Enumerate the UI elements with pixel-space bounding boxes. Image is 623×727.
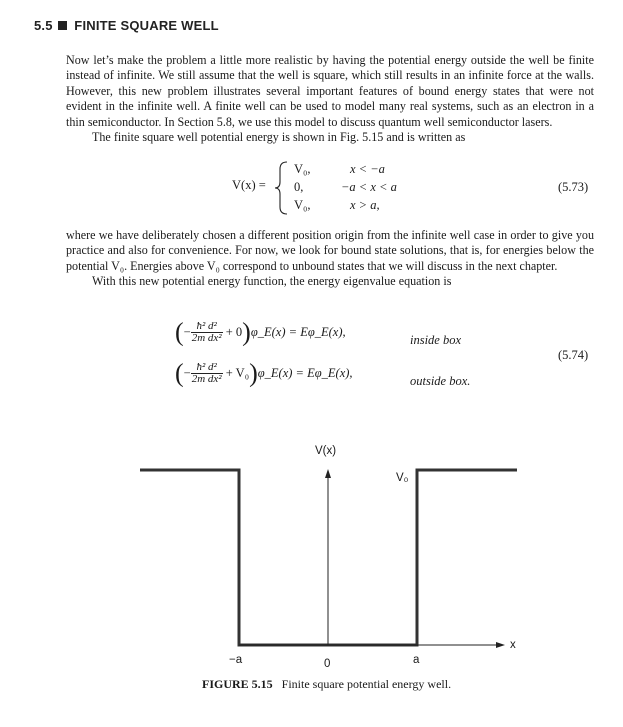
x-axis-arrow-icon	[496, 642, 505, 648]
denominator-2: 2m dx²	[191, 373, 222, 385]
figure-caption	[202, 677, 451, 692]
close-paren: )	[242, 317, 251, 347]
eq-5-73-lhs: V(x) =	[232, 178, 266, 192]
case-2-value: 0,	[294, 180, 304, 194]
caption-label: FIGURE 5.15	[202, 677, 273, 691]
close-paren: )	[249, 358, 258, 388]
case-3-value: V₀,	[294, 198, 311, 212]
paragraph-2: The finite square well potential energy is shown in Fig. 5.15 and is written as	[92, 130, 466, 145]
case-2-condition: −a < x < a	[341, 180, 397, 194]
eq-5-74-line-2: (− $\frac{\text{ħ² d²}}{\text{2m dx²}}$ + V₀)φ_E(x) = Eφ_E(x),	[175, 358, 353, 388]
hbar-numerator-1: ħ² d²	[191, 321, 223, 333]
tick-neg-a: −a	[229, 654, 243, 666]
section-title: FINITE SQUARE WELL	[74, 18, 219, 33]
hbar-numerator-2: ħ² d²	[191, 362, 223, 374]
paragraph-4: With this new potential energy function, the energy eigenvalue equation is	[92, 274, 452, 289]
eq-5-74-number: (5.74)	[558, 348, 589, 362]
y-axis-arrow-icon	[325, 469, 331, 478]
eq-5-74-line-1: (− $\frac{\text{ħ² d²}}{\text{2m dx²}}$ + 0)φ_E(x) = Eφ_E(x),	[175, 317, 346, 347]
rhs-outside: φ_E(x) = Eφ_E(x),	[257, 366, 353, 380]
case-1-value: V₀,	[294, 162, 311, 176]
open-paren: (	[175, 317, 184, 347]
denominator-1: 2m dx²	[191, 332, 222, 344]
case-3-condition: x > a,	[350, 198, 380, 212]
potential-outside: + V₀	[225, 366, 250, 380]
label-outside-box: outside box.	[410, 374, 471, 388]
paragraph-3: where we have deliberately chosen a different position origin from the infinite well case in order to give you practice and also for convenience. For now, we look for bound state solutions, that is, for energies below the potential V₀. Energies above V₀ correspond to unbound states that we will discuss in the next chapter.	[66, 228, 594, 273]
paragraph-1: Now let’s make the problem a little more realistic by having the potential energy outside the well be finite instead of infinite. We still assume that the well is square, which still results in an infinite force at the walls. However, this new problem illustrates several important features of bound energy states that were not evident in the infinite well. A finite well can be used to model many real systems, such as an electron in a thin semiconductor. In Section 5.8, we use this model to discuss quantum well semiconductor lasers.	[66, 53, 594, 129]
v0-label: V₀	[396, 472, 409, 484]
x-axis-label: x	[510, 639, 516, 651]
case-1-condition: x < −a	[350, 162, 385, 176]
section-number: 5.5	[34, 18, 53, 33]
open-paren: (	[175, 358, 184, 388]
label-inside-box: inside box	[410, 333, 462, 347]
y-axis-label: V(x)	[315, 445, 337, 457]
eq-5-73-number: (5.73)	[558, 180, 589, 194]
potential-inside: + 0	[225, 325, 243, 339]
tick-a: a	[413, 654, 420, 666]
caption-text: Finite square potential energy well.	[281, 677, 452, 691]
rhs-inside: φ_E(x) = Eφ_E(x),	[250, 325, 346, 339]
tick-zero: 0	[324, 658, 331, 670]
